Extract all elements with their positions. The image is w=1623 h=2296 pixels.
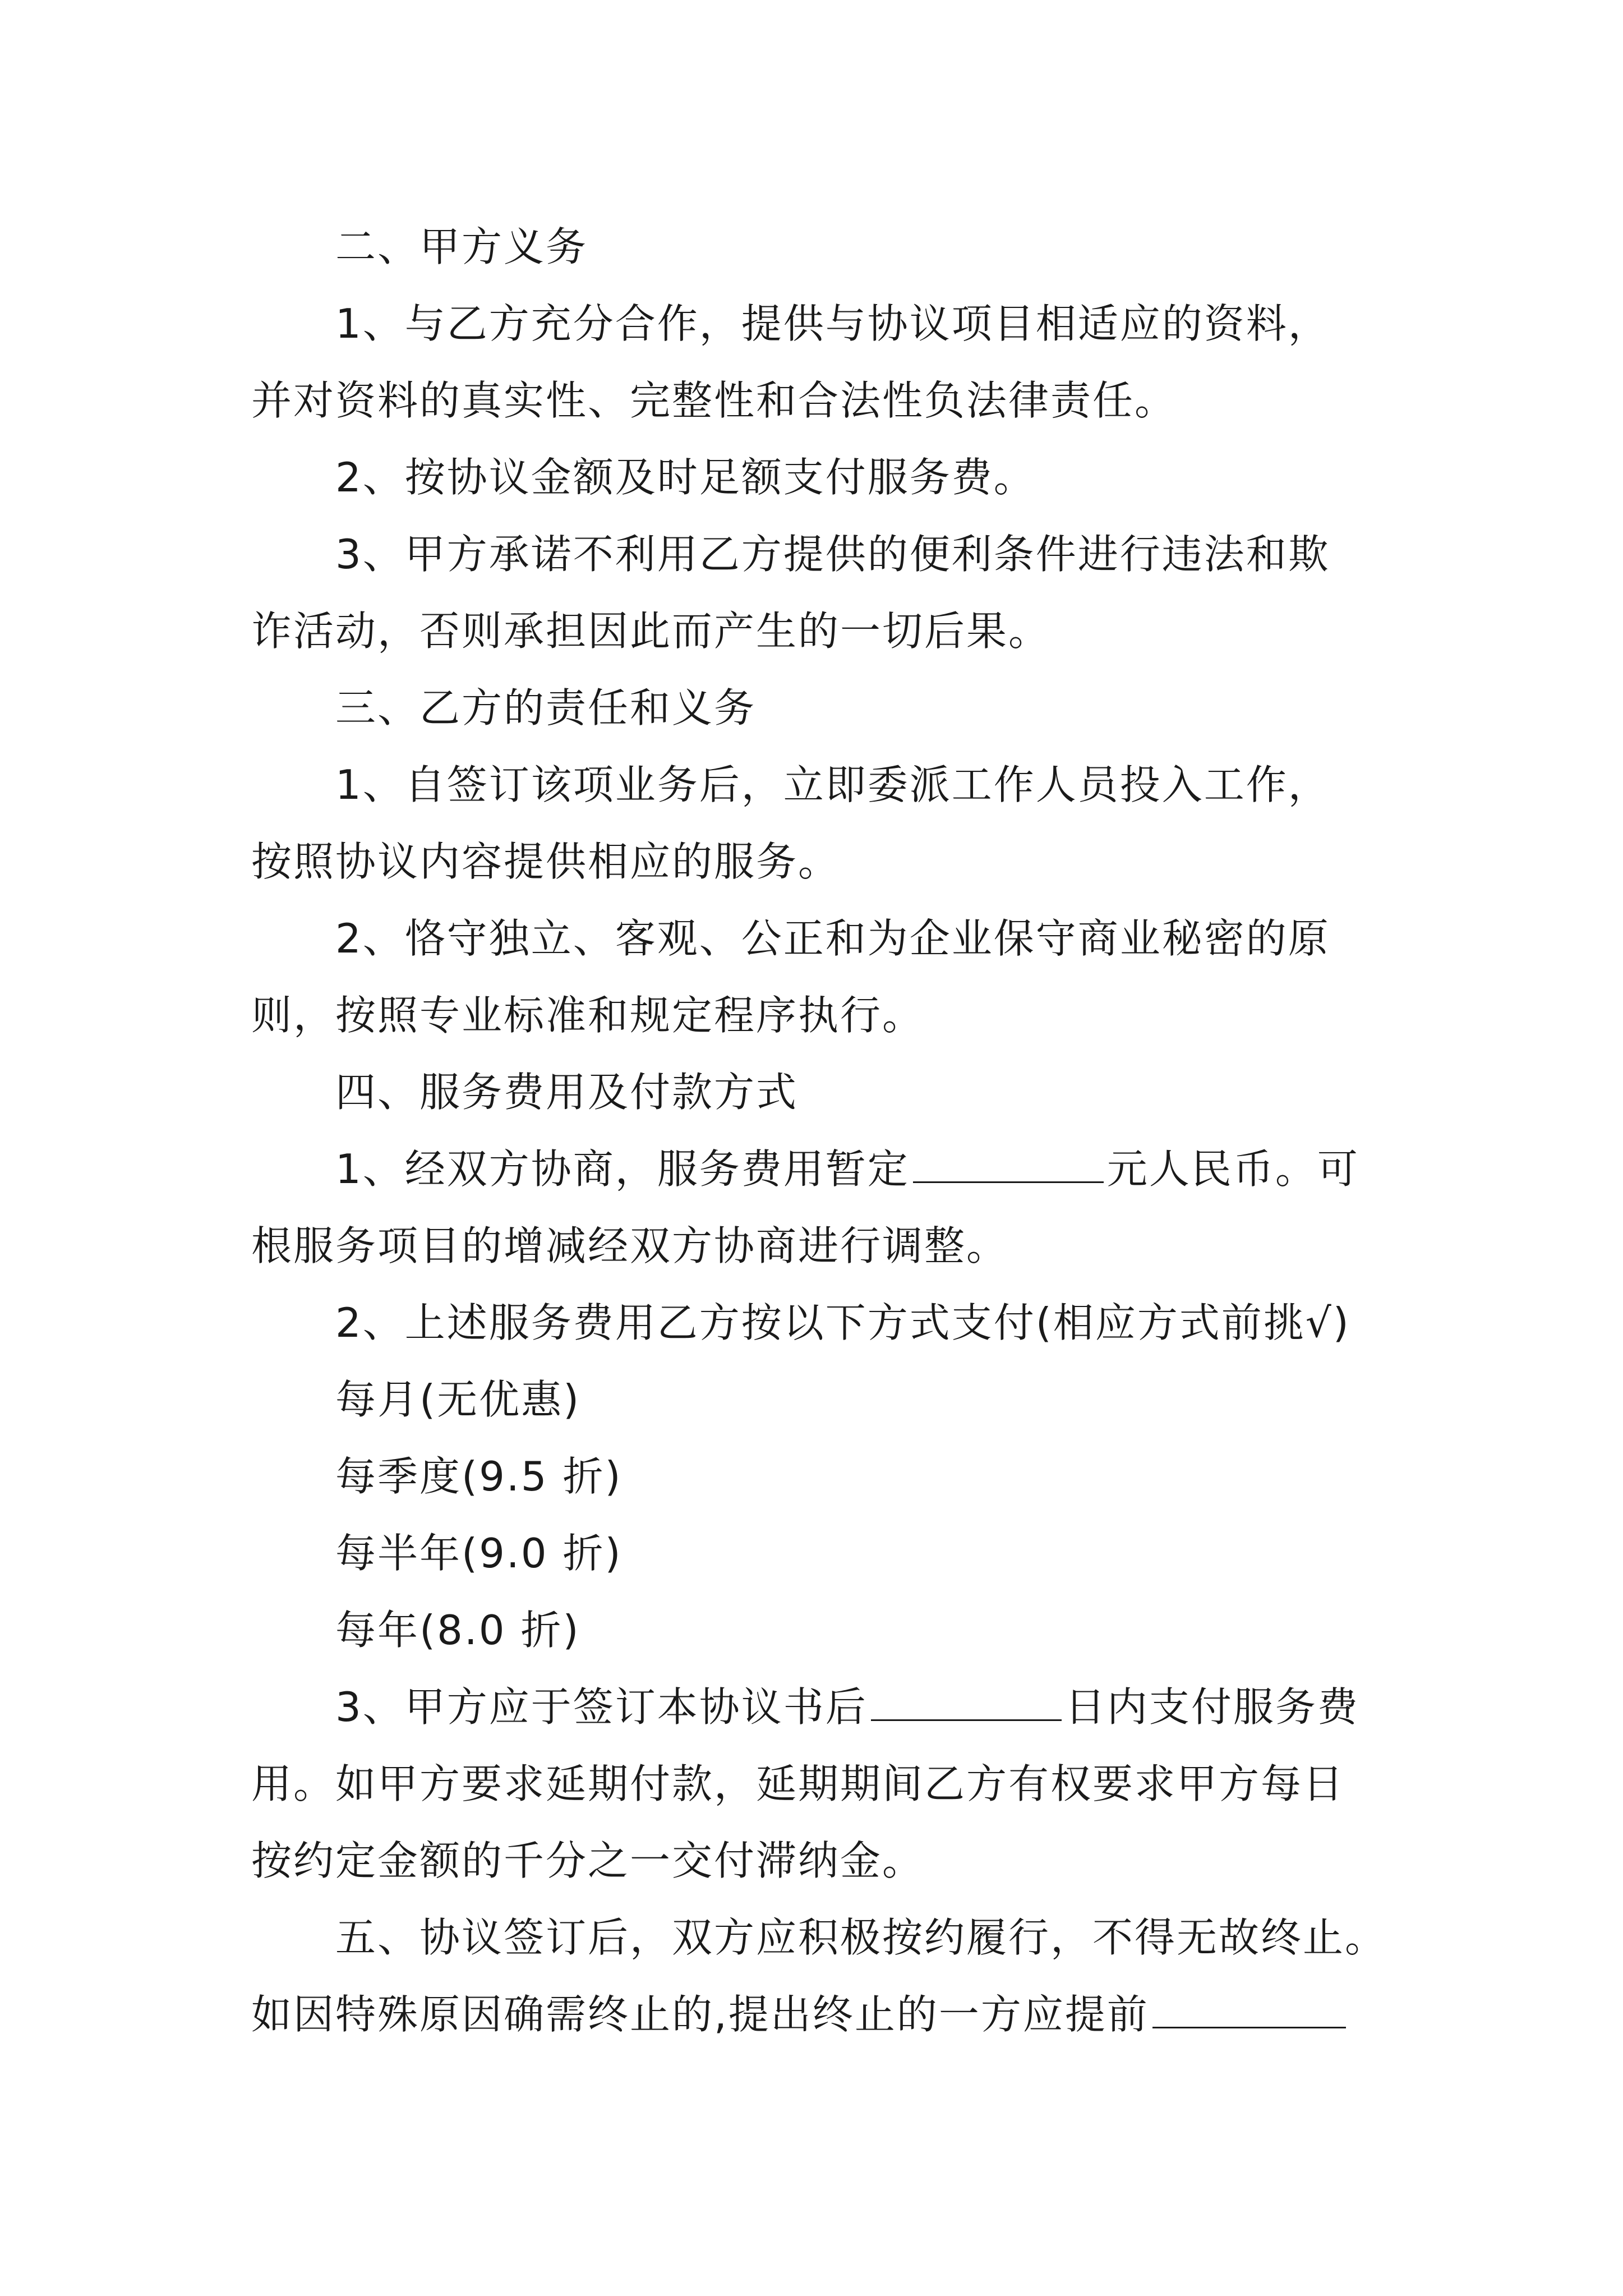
section-5-line-1: 五、协议签订后，双方应积极按约履行，不得无故终止。 <box>335 1914 1387 1961</box>
section-4-item-1-line-1 <box>251 1131 1384 1208</box>
section-2-item-1-line-1: 1、与乙方充分合作，提供与协议项目相适应的资料， <box>335 300 1330 347</box>
section-4-item-1-line-2: 根服务项目的增减经双方协商进行调整。 <box>251 1222 1009 1269</box>
section-2-item-2: 2、按协议金额及时足额支付服务费。 <box>335 454 1036 501</box>
section-4-item-2: 2、上述服务费用乙方按以下方式支付(相应方式前挑√) <box>335 1299 1350 1346</box>
section-3-item-1-line-1: 1、自签订该项业务后，立即委派工作人员投入工作， <box>335 761 1330 808</box>
section-4-item-1-text-after: 元人民币。可 <box>1106 1145 1359 1193</box>
section-2-item-1-line-2: 并对资料的真实性、完整性和合法性负法律责任。 <box>251 377 1177 424</box>
section-4-heading: 四、服务费用及付款方式 <box>335 1069 799 1116</box>
section-3-heading: 三、乙方的责任和义务 <box>335 684 757 731</box>
section-4-item-1-text-before: 1、经双方协商，服务费用暂定 <box>335 1145 910 1193</box>
section-4-item-3-text-before: 3、甲方应于签订本协议书后 <box>335 1683 868 1731</box>
payment-days-blank[interactable] <box>871 1677 1062 1721</box>
section-2-item-3-line-2: 诈活动，否则承担因此而产生的一切后果。 <box>251 608 1051 655</box>
section-3-item-2-line-2: 则，按照专业标准和规定程序执行。 <box>251 992 925 1039</box>
payment-option-monthly: 每月(无优惠) <box>335 1376 581 1423</box>
section-2-item-3-line-1: 3、甲方承诺不利用乙方提供的便利条件进行违法和欺 <box>335 531 1330 578</box>
section-2-heading: 二、甲方义务 <box>335 223 588 270</box>
payment-option-quarterly: 每季度(9.5 折) <box>335 1453 623 1500</box>
section-5-line-2 <box>251 1976 1384 2053</box>
section-3-item-1-line-2: 按照协议内容提供相应的服务。 <box>251 838 841 885</box>
section-5-text-before: 如因特殊原因确需终止的,提出终止的一方应提前 <box>251 1991 1149 2038</box>
section-4-item-3-line-3: 按约定金额的千分之一交付滞纳金。 <box>251 1837 925 1884</box>
section-4-item-3-text-after: 日内支付服务费 <box>1064 1683 1359 1731</box>
section-3-item-2-line-1: 2、恪守独立、客观、公正和为企业保守商业秘密的原 <box>335 915 1330 962</box>
section-4-item-3-line-1 <box>251 1669 1384 1746</box>
termination-notice-blank[interactable] <box>1152 1984 1346 2028</box>
service-fee-amount-blank[interactable] <box>913 1139 1104 1183</box>
document-body <box>251 209 1387 2053</box>
section-4-item-3-line-2: 用。如甲方要求延期付款，延期期间乙方有权要求甲方每日 <box>251 1760 1345 1807</box>
payment-option-yearly: 每年(8.0 折) <box>335 1607 580 1654</box>
payment-option-halfyear: 每半年(9.0 折) <box>335 1530 623 1577</box>
